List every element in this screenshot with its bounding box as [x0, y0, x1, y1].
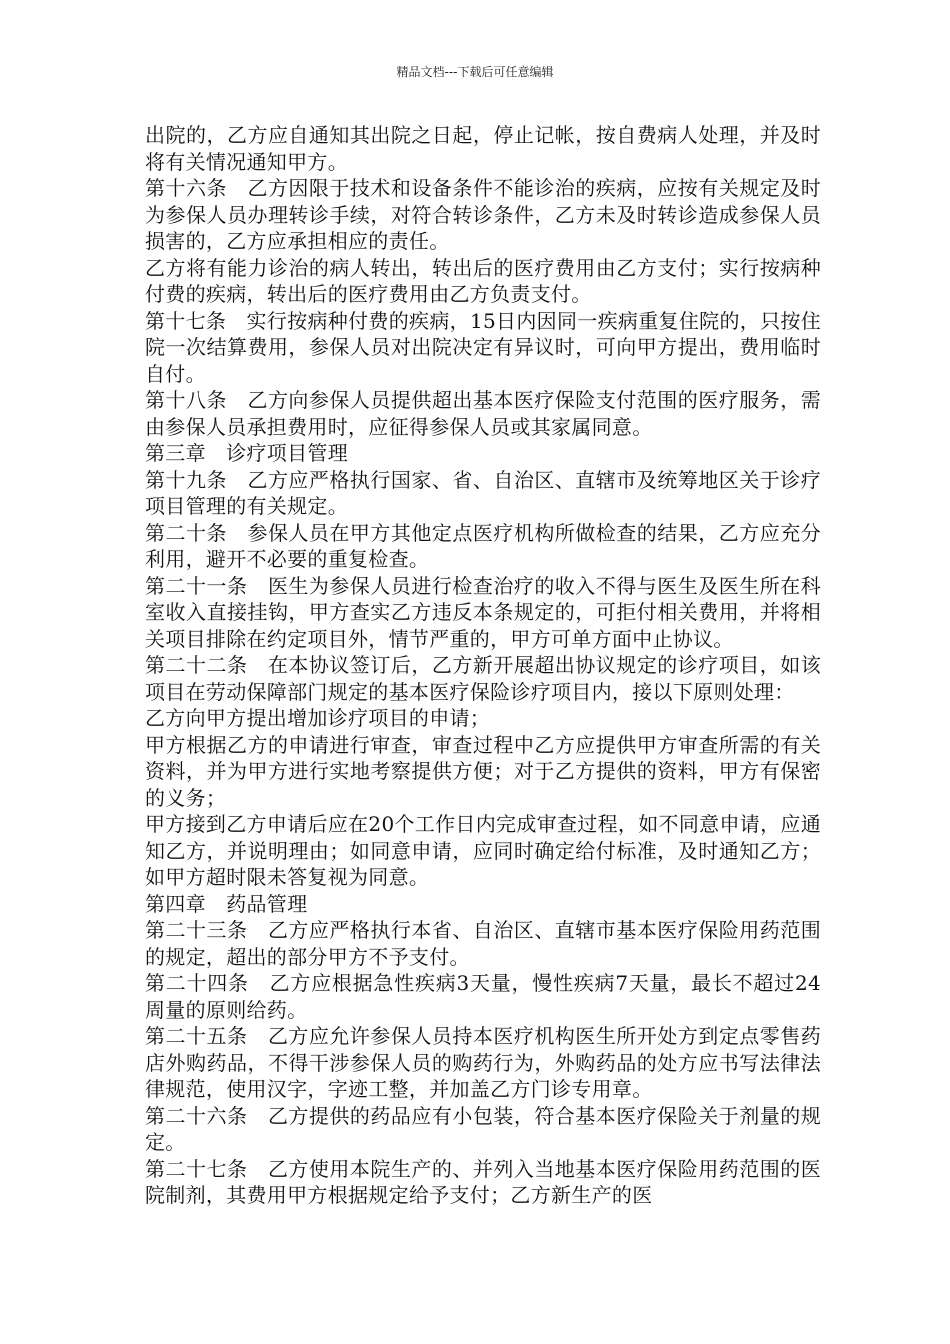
paragraph: 第十九条 乙方应严格执行国家、省、自治区、直辖市及统筹地区关于诊疗项目管理的有关规定。 — [145, 467, 821, 518]
paragraph: 出院的，乙方应自通知其出院之日起，停止记帐，按自费病人处理，并及时将有关情况通知甲方。 — [145, 123, 821, 174]
page-header: 精品文档---下载后可任意编辑 — [396, 65, 554, 79]
paragraph: 第二十六条 乙方提供的药品应有小包装，符合基本医疗保险关于剂量的规定。 — [145, 1103, 821, 1154]
paragraph: 第二十七条 乙方使用本院生产的、并列入当地基本医疗保险用药范围的医院制剂，其费用甲方根据规定给予支付；乙方新生产的医 — [145, 1156, 821, 1207]
paragraph: 乙方向甲方提出增加诊疗项目的申请； — [145, 706, 491, 730]
paragraph: 第十七条 实行按病种付费的疾病，15日内因同一疾病重复住院的，只按住院一次结算费用，参保人员对出院决定有异议时，可向甲方提出，费用临时自付。 — [145, 308, 821, 386]
paragraph: 第二十三条 乙方应严格执行本省、自治区、直辖市基本医疗保险用药范围的规定，超出的部分甲方不予支付。 — [145, 918, 821, 969]
chapter-heading: 第三章 诊疗项目管理 — [145, 441, 348, 465]
paragraph: 第二十五条 乙方应允许参保人员持本医疗机构医生所开处方到定点零售药店外购药品，不得干涉参保人员的购药行为，外购药品的处方应书写法律法律规范，使用汉字，字迹工整，并加盖乙方门诊专用章。 — [145, 1024, 821, 1101]
paragraph: 甲方根据乙方的申请进行审查，审查过程中乙方应提供甲方审查所需的有关资料，并为甲方进行实地考察提供方便；对于乙方提供的资料，甲方有保密的义务； — [145, 732, 821, 810]
paragraph: 第二十条 参保人员在甲方其他定点医疗机构所做检查的结果，乙方应充分利用，避开不必要的重复检查。 — [145, 520, 821, 571]
paragraph: 第二十二条 在本协议签订后，乙方新开展超出协议规定的诊疗项目，如该项目在劳动保障部门规定的基本医疗保险诊疗项目内，接以下原则处理： — [145, 653, 821, 704]
paragraph: 甲方接到乙方申请后应在20个工作日内完成审查过程，如不同意申请，应通知乙方，并说明理由；如同意申请，应同时确定给付标准，及时通知乙方；如甲方超时限未答复视为同意。 — [145, 812, 821, 889]
paragraph: 第十六条 乙方因限于技术和设备条件不能诊治的疾病，应按有关规定及时为参保人员办理转诊手续，对符合转诊条件，乙方未及时转诊造成参保人员损害的，乙方应承担相应的责任。 — [145, 176, 821, 253]
paragraph: 第二十四条 乙方应根据急性疾病3天量，慢性疾病7天量，最长不超过24周量的原则给药。 — [145, 971, 821, 1022]
chapter-heading: 第四章 药品管理 — [145, 891, 308, 916]
document-body — [145, 122, 821, 1209]
paragraph: 乙方将有能力诊治的病人转出，转出后的医疗费用由乙方支付；实行按病种付费的疾病，转出后的医疗费用由乙方负责支付。 — [145, 255, 821, 306]
paragraph: 第二十一条 医生为参保人员进行检查治疗的收入不得与医生及医生所在科室收入直接挂钩，甲方查实乙方违反本条规定的，可拒付相关费用，并将相关项目排除在约定项目外，情节严重的，甲方可单方面中止协议。 — [145, 573, 821, 651]
paragraph: 第十八条 乙方向参保人员提供超出基本医疗保险支付范围的医疗服务，需由参保人员承担费用时，应征得参保人员或其家属同意。 — [145, 388, 821, 439]
